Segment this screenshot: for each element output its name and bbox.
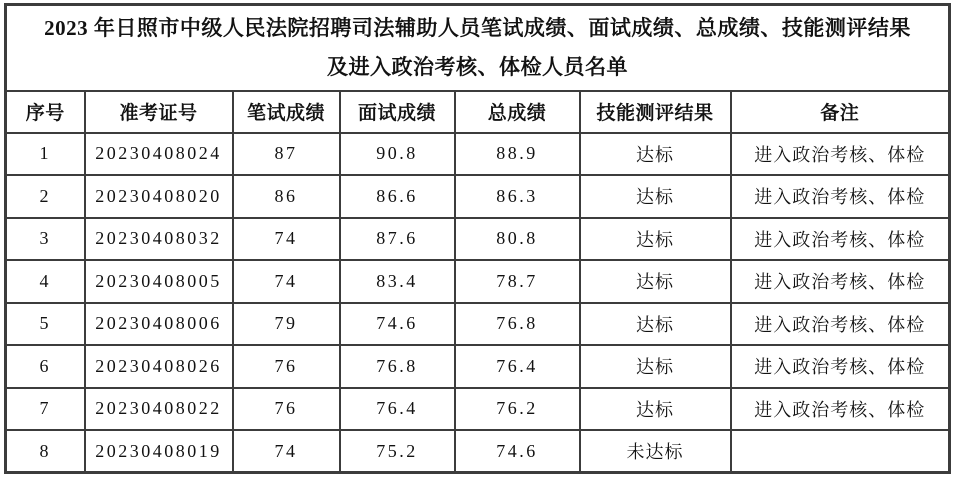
remarks-cell: 进入政治考核、体检 bbox=[731, 133, 950, 176]
remarks-cell: 进入政治考核、体检 bbox=[731, 303, 950, 346]
interview-score-cell: 86.6 bbox=[340, 175, 455, 218]
header-row bbox=[6, 91, 950, 133]
written-score-cell: 74 bbox=[233, 218, 340, 261]
remarks-cell: 进入政治考核、体检 bbox=[731, 218, 950, 261]
total-score-cell: 76.4 bbox=[455, 345, 580, 388]
remarks-cell: 进入政治考核、体检 bbox=[731, 260, 950, 303]
index-cell: 4 bbox=[6, 260, 85, 303]
table-row bbox=[6, 133, 950, 176]
interview-score-cell: 90.8 bbox=[340, 133, 455, 176]
interview-score-cell: 75.2 bbox=[340, 430, 455, 473]
remarks-cell: 进入政治考核、体检 bbox=[731, 175, 950, 218]
table-row bbox=[6, 345, 950, 388]
interview-score-cell: 74.6 bbox=[340, 303, 455, 346]
total-score-cell: 74.6 bbox=[455, 430, 580, 473]
remarks-cell: 进入政治考核、体检 bbox=[731, 345, 950, 388]
index-cell: 7 bbox=[6, 388, 85, 431]
ticket-number-cell: 20230408026 bbox=[85, 345, 233, 388]
table-row bbox=[6, 175, 950, 218]
col-header-index: 序号 bbox=[6, 91, 85, 133]
written-score-cell: 86 bbox=[233, 175, 340, 218]
written-score-cell: 87 bbox=[233, 133, 340, 176]
ticket-number-cell: 20230408020 bbox=[85, 175, 233, 218]
ticket-number-cell: 20230408019 bbox=[85, 430, 233, 473]
index-cell: 3 bbox=[6, 218, 85, 261]
skill-result-cell: 达标 bbox=[580, 388, 731, 431]
written-score-cell: 76 bbox=[233, 388, 340, 431]
skill-result-cell: 达标 bbox=[580, 303, 731, 346]
score-table bbox=[4, 3, 951, 474]
written-score-cell: 74 bbox=[233, 260, 340, 303]
total-score-cell: 76.2 bbox=[455, 388, 580, 431]
written-score-cell: 74 bbox=[233, 430, 340, 473]
total-score-cell: 78.7 bbox=[455, 260, 580, 303]
index-cell: 8 bbox=[6, 430, 85, 473]
table-row bbox=[6, 218, 950, 261]
interview-score-cell: 83.4 bbox=[340, 260, 455, 303]
table-row bbox=[6, 260, 950, 303]
title-line-1: 2023 年日照市中级人民法院招聘司法辅助人员笔试成绩、面试成绩、总成绩、技能测评结果 bbox=[44, 15, 911, 40]
skill-result-cell: 达标 bbox=[580, 260, 731, 303]
ticket-number-cell: 20230408006 bbox=[85, 303, 233, 346]
ticket-number-cell: 20230408024 bbox=[85, 133, 233, 176]
total-score-cell: 88.9 bbox=[455, 133, 580, 176]
index-cell: 6 bbox=[6, 345, 85, 388]
remarks-cell bbox=[731, 430, 950, 473]
skill-result-cell: 达标 bbox=[580, 345, 731, 388]
written-score-cell: 79 bbox=[233, 303, 340, 346]
interview-score-cell: 87.6 bbox=[340, 218, 455, 261]
interview-score-cell: 76.4 bbox=[340, 388, 455, 431]
col-header-written-score: 笔试成绩 bbox=[233, 91, 340, 133]
col-header-interview-score: 面试成绩 bbox=[340, 91, 455, 133]
interview-score-cell: 76.8 bbox=[340, 345, 455, 388]
index-cell: 1 bbox=[6, 133, 85, 176]
total-score-cell: 76.8 bbox=[455, 303, 580, 346]
col-header-ticket-number: 准考证号 bbox=[85, 91, 233, 133]
ticket-number-cell: 20230408005 bbox=[85, 260, 233, 303]
index-cell: 5 bbox=[6, 303, 85, 346]
ticket-number-cell: 20230408022 bbox=[85, 388, 233, 431]
skill-result-cell: 达标 bbox=[580, 175, 731, 218]
col-header-skill-test-result: 技能测评结果 bbox=[580, 91, 731, 133]
skill-result-cell: 未达标 bbox=[580, 430, 731, 473]
table-row bbox=[6, 303, 950, 346]
remarks-cell: 进入政治考核、体检 bbox=[731, 388, 950, 431]
written-score-cell: 76 bbox=[233, 345, 340, 388]
total-score-cell: 86.3 bbox=[455, 175, 580, 218]
ticket-number-cell: 20230408032 bbox=[85, 218, 233, 261]
document-title bbox=[6, 5, 950, 91]
col-header-total-score: 总成绩 bbox=[455, 91, 580, 133]
total-score-cell: 80.8 bbox=[455, 218, 580, 261]
index-cell: 2 bbox=[6, 175, 85, 218]
title-line-2: 及进入政治考核、体检人员名单 bbox=[327, 54, 629, 79]
title-row bbox=[6, 5, 950, 91]
table-row bbox=[6, 430, 950, 473]
col-header-remarks: 备注 bbox=[731, 91, 950, 133]
skill-result-cell: 达标 bbox=[580, 218, 731, 261]
table-row bbox=[6, 388, 950, 431]
skill-result-cell: 达标 bbox=[580, 133, 731, 176]
